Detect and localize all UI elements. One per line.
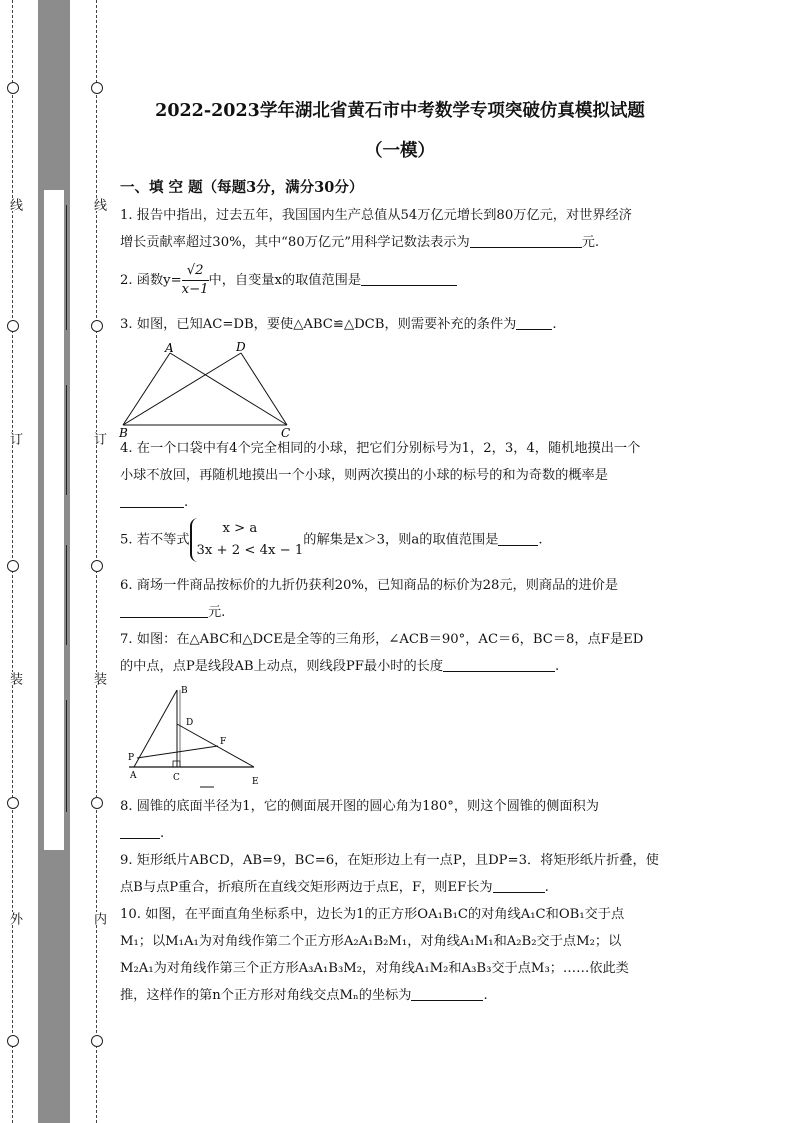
question-5-prefix: 5. 若不等式 xyxy=(120,532,190,548)
answer-blank-8[interactable] xyxy=(120,824,160,839)
binding-hole xyxy=(7,82,19,94)
question-9-line1: 9. 矩形纸片ABCD，AB=9，BC=6，在矩形边上有一点P，且DP=3．将矩形纸片折叠，使 xyxy=(120,853,659,868)
question-6-tail: 元. xyxy=(208,605,226,620)
fraction-denominator: x−1 xyxy=(181,282,209,297)
point-label-P: P xyxy=(128,753,135,763)
point-label-A: A xyxy=(165,341,174,355)
question-3-tail: . xyxy=(552,317,557,332)
question-1-line2: 增长贡献率超过30%，其中“80万亿元”用科学记数法表示为 xyxy=(120,235,470,250)
gutter-char-inner: 装 xyxy=(91,672,106,685)
point-label-C: C xyxy=(281,426,291,440)
question-7-line1: 7. 如图：在△ABC和△DCE是全等的三角形，∠ACB＝90°，AC＝6，BC＝8，点F是ED xyxy=(120,632,644,647)
figure-q3 xyxy=(115,340,305,440)
gutter-char-inner: 线 xyxy=(91,198,106,211)
binding-hole xyxy=(91,560,103,572)
question-6-line1: 6. 商场一件商品按标价的九折仍获利20%，已知商品的标价为28元，则商品的进价是 xyxy=(120,578,619,593)
point-label-C: C xyxy=(173,773,180,783)
question-4 xyxy=(120,435,680,516)
answer-blank-7[interactable] xyxy=(443,657,555,672)
binding-hole xyxy=(91,320,103,332)
school-line[interactable] xyxy=(66,700,67,812)
gutter-char-outer: 线 xyxy=(7,198,22,211)
question-6 xyxy=(120,572,680,626)
section-heading: 一、填 空 题（每题3分，满分30分） xyxy=(120,179,364,196)
answer-blank-4[interactable] xyxy=(120,493,184,508)
question-7-line2: 的中点，点P是线段AB上动点，则线段PF最小时的长度 xyxy=(120,659,444,674)
question-2-text: 中，自变量x的取值范围是 xyxy=(208,273,362,288)
answer-blank-10[interactable] xyxy=(411,986,483,1001)
question-3-text: 3. 如图，已知AC=DB，要使△ABC≌△DCB，则需要补充的条件为 xyxy=(120,317,517,332)
page-subtitle: （一模） xyxy=(365,141,435,161)
question-4-tail: . xyxy=(184,495,189,510)
question-10-tail: . xyxy=(483,988,488,1003)
gutter-char-inner: 订 xyxy=(91,432,106,445)
question-10-line1: 10. 如图，在平面直角坐标系中，边长为1的正方形OA₁B₁C的对角线A₁C和OB₁交于点 xyxy=(120,907,625,922)
question-4-line2: 小球不放回，再随机地摸出一个小球，则两次摸出的小球的标号的和为奇数的概率是 xyxy=(120,468,608,483)
binding-hole xyxy=(7,797,19,809)
answer-blank-5[interactable] xyxy=(498,531,538,546)
inequality-system xyxy=(190,518,304,562)
point-label-D: D xyxy=(186,718,194,728)
question-5-text: 的解集是x＞3，则a的取值范围是 xyxy=(303,532,499,548)
question-10-line4: 推，这样作的第n个正方形对角线交点Mₙ的坐标为 xyxy=(120,988,412,1003)
question-2 xyxy=(120,262,680,299)
question-10 xyxy=(120,901,680,1009)
question-9 xyxy=(120,847,680,901)
question-10-line3: M₂A₁为对角线作第三个正方形A₃A₁B₃M₂，对角线A₁M₂和A₃B₃交于点M₃；……依此类 xyxy=(120,961,629,976)
gutter-char-inner: 内 xyxy=(91,912,106,925)
fraction xyxy=(182,262,209,299)
question-1 xyxy=(120,202,680,256)
inequality-1: x > a xyxy=(222,521,258,536)
question-3 xyxy=(120,311,680,338)
point-label-E: E xyxy=(252,777,259,787)
point-label-D: D xyxy=(236,340,246,354)
binding-hole xyxy=(91,797,103,809)
question-8-tail: . xyxy=(160,826,165,841)
question-7-tail: . xyxy=(555,659,560,674)
point-label-F: F xyxy=(220,737,227,747)
binding-hole xyxy=(91,82,103,94)
page-title: 2022-2023学年湖北省黄石市中考数学专项突破仿真模拟试题 xyxy=(155,101,645,121)
binding-hole xyxy=(7,320,19,332)
question-5 xyxy=(120,518,680,562)
question-9-line2: 点B与点P重合，折痕所在直线交矩形两边于点E，F，则EF长为 xyxy=(120,880,493,895)
point-label-B: B xyxy=(119,426,128,440)
info-strip xyxy=(44,190,64,850)
answer-blank-3[interactable] xyxy=(516,315,552,330)
binding-hole xyxy=(7,1035,19,1047)
answer-blank-6[interactable] xyxy=(120,603,208,618)
question-1-tail: 元. xyxy=(581,235,600,250)
question-8-line1: 8. 圆锥的底面半径为1，它的侧面展开图的圆心角为180°，则这个圆锥的侧面积为 xyxy=(120,799,599,814)
question-10-line2: M₁；以M₁A₁为对角线作第二个正方形A₂A₁B₂M₁，对角线A₁M₁和A₂B₂交于点M₂；以 xyxy=(120,934,622,949)
figure-q7 xyxy=(124,684,274,792)
answer-blank-1[interactable] xyxy=(470,233,582,248)
gutter-char-outer: 订 xyxy=(7,432,22,445)
point-label-B: B xyxy=(181,686,188,696)
answer-blank-2[interactable] xyxy=(361,271,457,286)
question-9-tail: . xyxy=(544,880,549,895)
binding-hole xyxy=(7,560,19,572)
class-line[interactable] xyxy=(66,385,67,495)
point-label-A: A xyxy=(130,771,137,781)
question-4-line1: 4. 在一个口袋中有4个完全相同的小球，把它们分别标号为1，2，3，4，随机地摸出一个 xyxy=(120,441,641,456)
inequality-2: 3x + 2 < 4x − 1 xyxy=(196,543,304,558)
question-5-tail: . xyxy=(538,532,543,548)
answer-blank-9[interactable] xyxy=(493,878,545,893)
gutter-char-outer: 装 xyxy=(7,672,22,685)
question-2-prefix: 2. 函数y= xyxy=(120,273,182,288)
gutter-char-outer: 外 xyxy=(7,912,22,925)
fraction-numerator: √2 xyxy=(182,262,209,281)
question-7 xyxy=(120,626,680,680)
question-8 xyxy=(120,793,680,847)
exam-number-line[interactable] xyxy=(66,205,67,330)
name-line[interactable] xyxy=(66,545,67,645)
question-1-line1: 1. 报告中指出，过去五年，我国国内生产总值从54万亿元增长到80万亿元，对世界经济 xyxy=(120,208,632,223)
binding-hole xyxy=(91,1035,103,1047)
